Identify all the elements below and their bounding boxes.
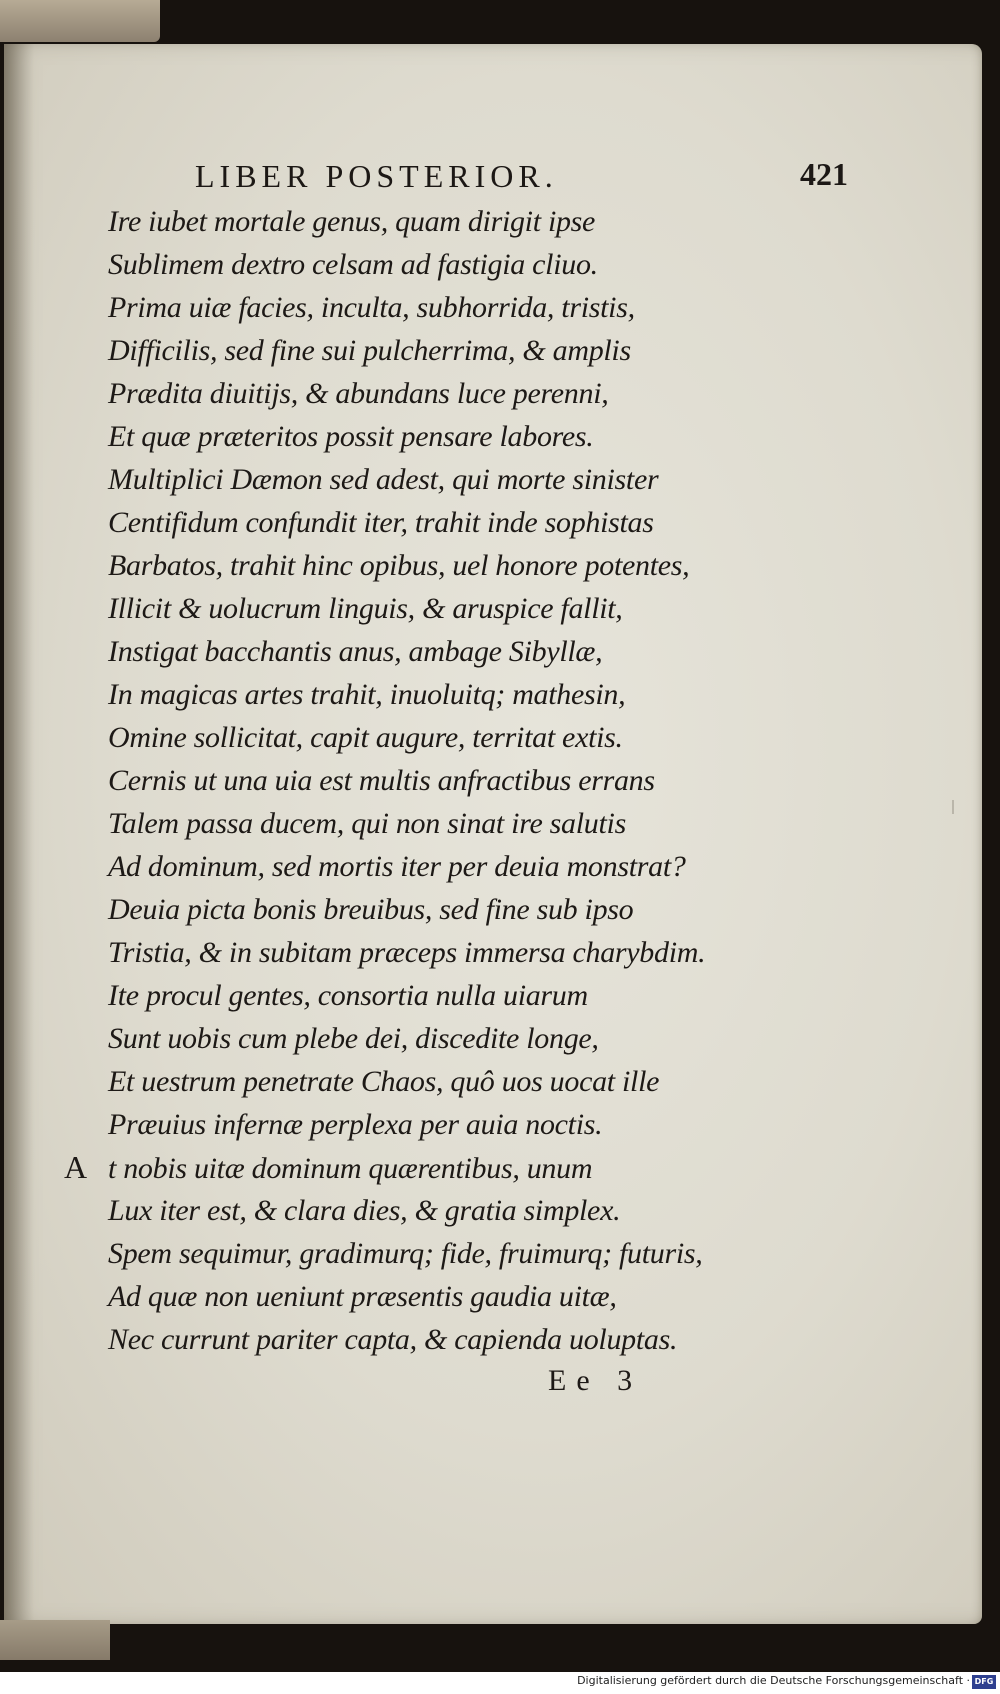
verse-line: Ire iubet mortale genus, quam dirigit ipse: [108, 205, 596, 238]
verse-line: Deuia picta bonis breuibus, sed fine sub ipso: [108, 893, 634, 926]
binding-edge-bottom: [0, 1620, 110, 1660]
verse-line: Sunt uobis cum plebe dei, discedite longe,: [108, 1022, 599, 1055]
verse-line: Omine sollicitat, capit augure, territat extis.: [108, 721, 623, 754]
funding-credit: Digitalisierung gefördert durch die Deutsche Forschungsgemeinschaft ·: [577, 1674, 970, 1687]
verse-line: Ad dominum, sed mortis iter per deuia monstrat?: [108, 850, 686, 883]
verse-line: Prædita diuitijs, & abundans luce perenni,: [108, 377, 609, 410]
verse-line: Talem passa ducem, qui non sinat ire salutis: [108, 807, 626, 840]
verse-line: Difficilis, sed fine sui pulcherrima, & amplis: [108, 334, 631, 367]
verse-line: Cernis ut una uia est multis anfractibus errans: [108, 764, 655, 797]
verse-line: Et quæ præteritos possit pensare labores.: [108, 420, 594, 453]
verse-line: Instigat bacchantis anus, ambage Sibyllæ,: [108, 635, 603, 668]
verse-line: Ad quæ non ueniunt præsentis gaudia uitæ,: [108, 1280, 617, 1313]
binding-edge-top: [0, 0, 160, 42]
verse-line: Multiplici Dæmon sed adest, qui morte sinister: [108, 463, 659, 496]
verse-line: Et uestrum penetrate Chaos, quô uos uocat ille: [108, 1065, 660, 1098]
verse-line: Illicit & uolucrum linguis, & aruspice fallit,: [108, 592, 623, 625]
verse-line: Nec currunt pariter capta, & capienda uoluptas.: [108, 1323, 678, 1356]
paper-blemish: [952, 800, 954, 814]
verse-line: Barbatos, trahit hinc opibus, uel honore potentes,: [108, 549, 690, 582]
verse-line-initial: [64, 1146, 888, 1189]
verse-line: Ite procul gentes, consortia nulla uiarum: [108, 979, 588, 1012]
verse-block: [64, 200, 888, 1361]
verse-line: Sublimem dextro celsam ad fastigia cliuo.: [108, 248, 598, 281]
verse-line: In magicas artes trahit, inuoluitq; mathesin,: [108, 678, 626, 711]
verse-line: Lux iter est, & clara dies, & gratia simplex.: [108, 1194, 621, 1227]
verse-line: Præuius infernæ perplexa per auia noctis.: [108, 1108, 603, 1141]
verse-line: Tristia, & in subitam præceps immersa charybdim.: [108, 936, 706, 969]
verse-line: Spem sequimur, gradimurq; fide, fruimurq; futuris,: [108, 1237, 703, 1270]
initial-letter: A: [64, 1149, 87, 1185]
running-title: LIBER POSTERIOR.: [195, 158, 558, 194]
verse-line: Prima uiæ facies, inculta, subhorrida, tristis,: [108, 291, 635, 324]
verse-line-text: t nobis uitæ dominum quærentibus, unum: [108, 1152, 593, 1185]
catchword-signature: Ee 3: [548, 1364, 643, 1397]
dfg-logo-icon: DFG: [972, 1675, 996, 1689]
page-number: 421: [800, 156, 848, 192]
gutter-shadow: [4, 44, 34, 1624]
verse-line: Centifidum confundit iter, trahit inde sophistas: [108, 506, 654, 539]
